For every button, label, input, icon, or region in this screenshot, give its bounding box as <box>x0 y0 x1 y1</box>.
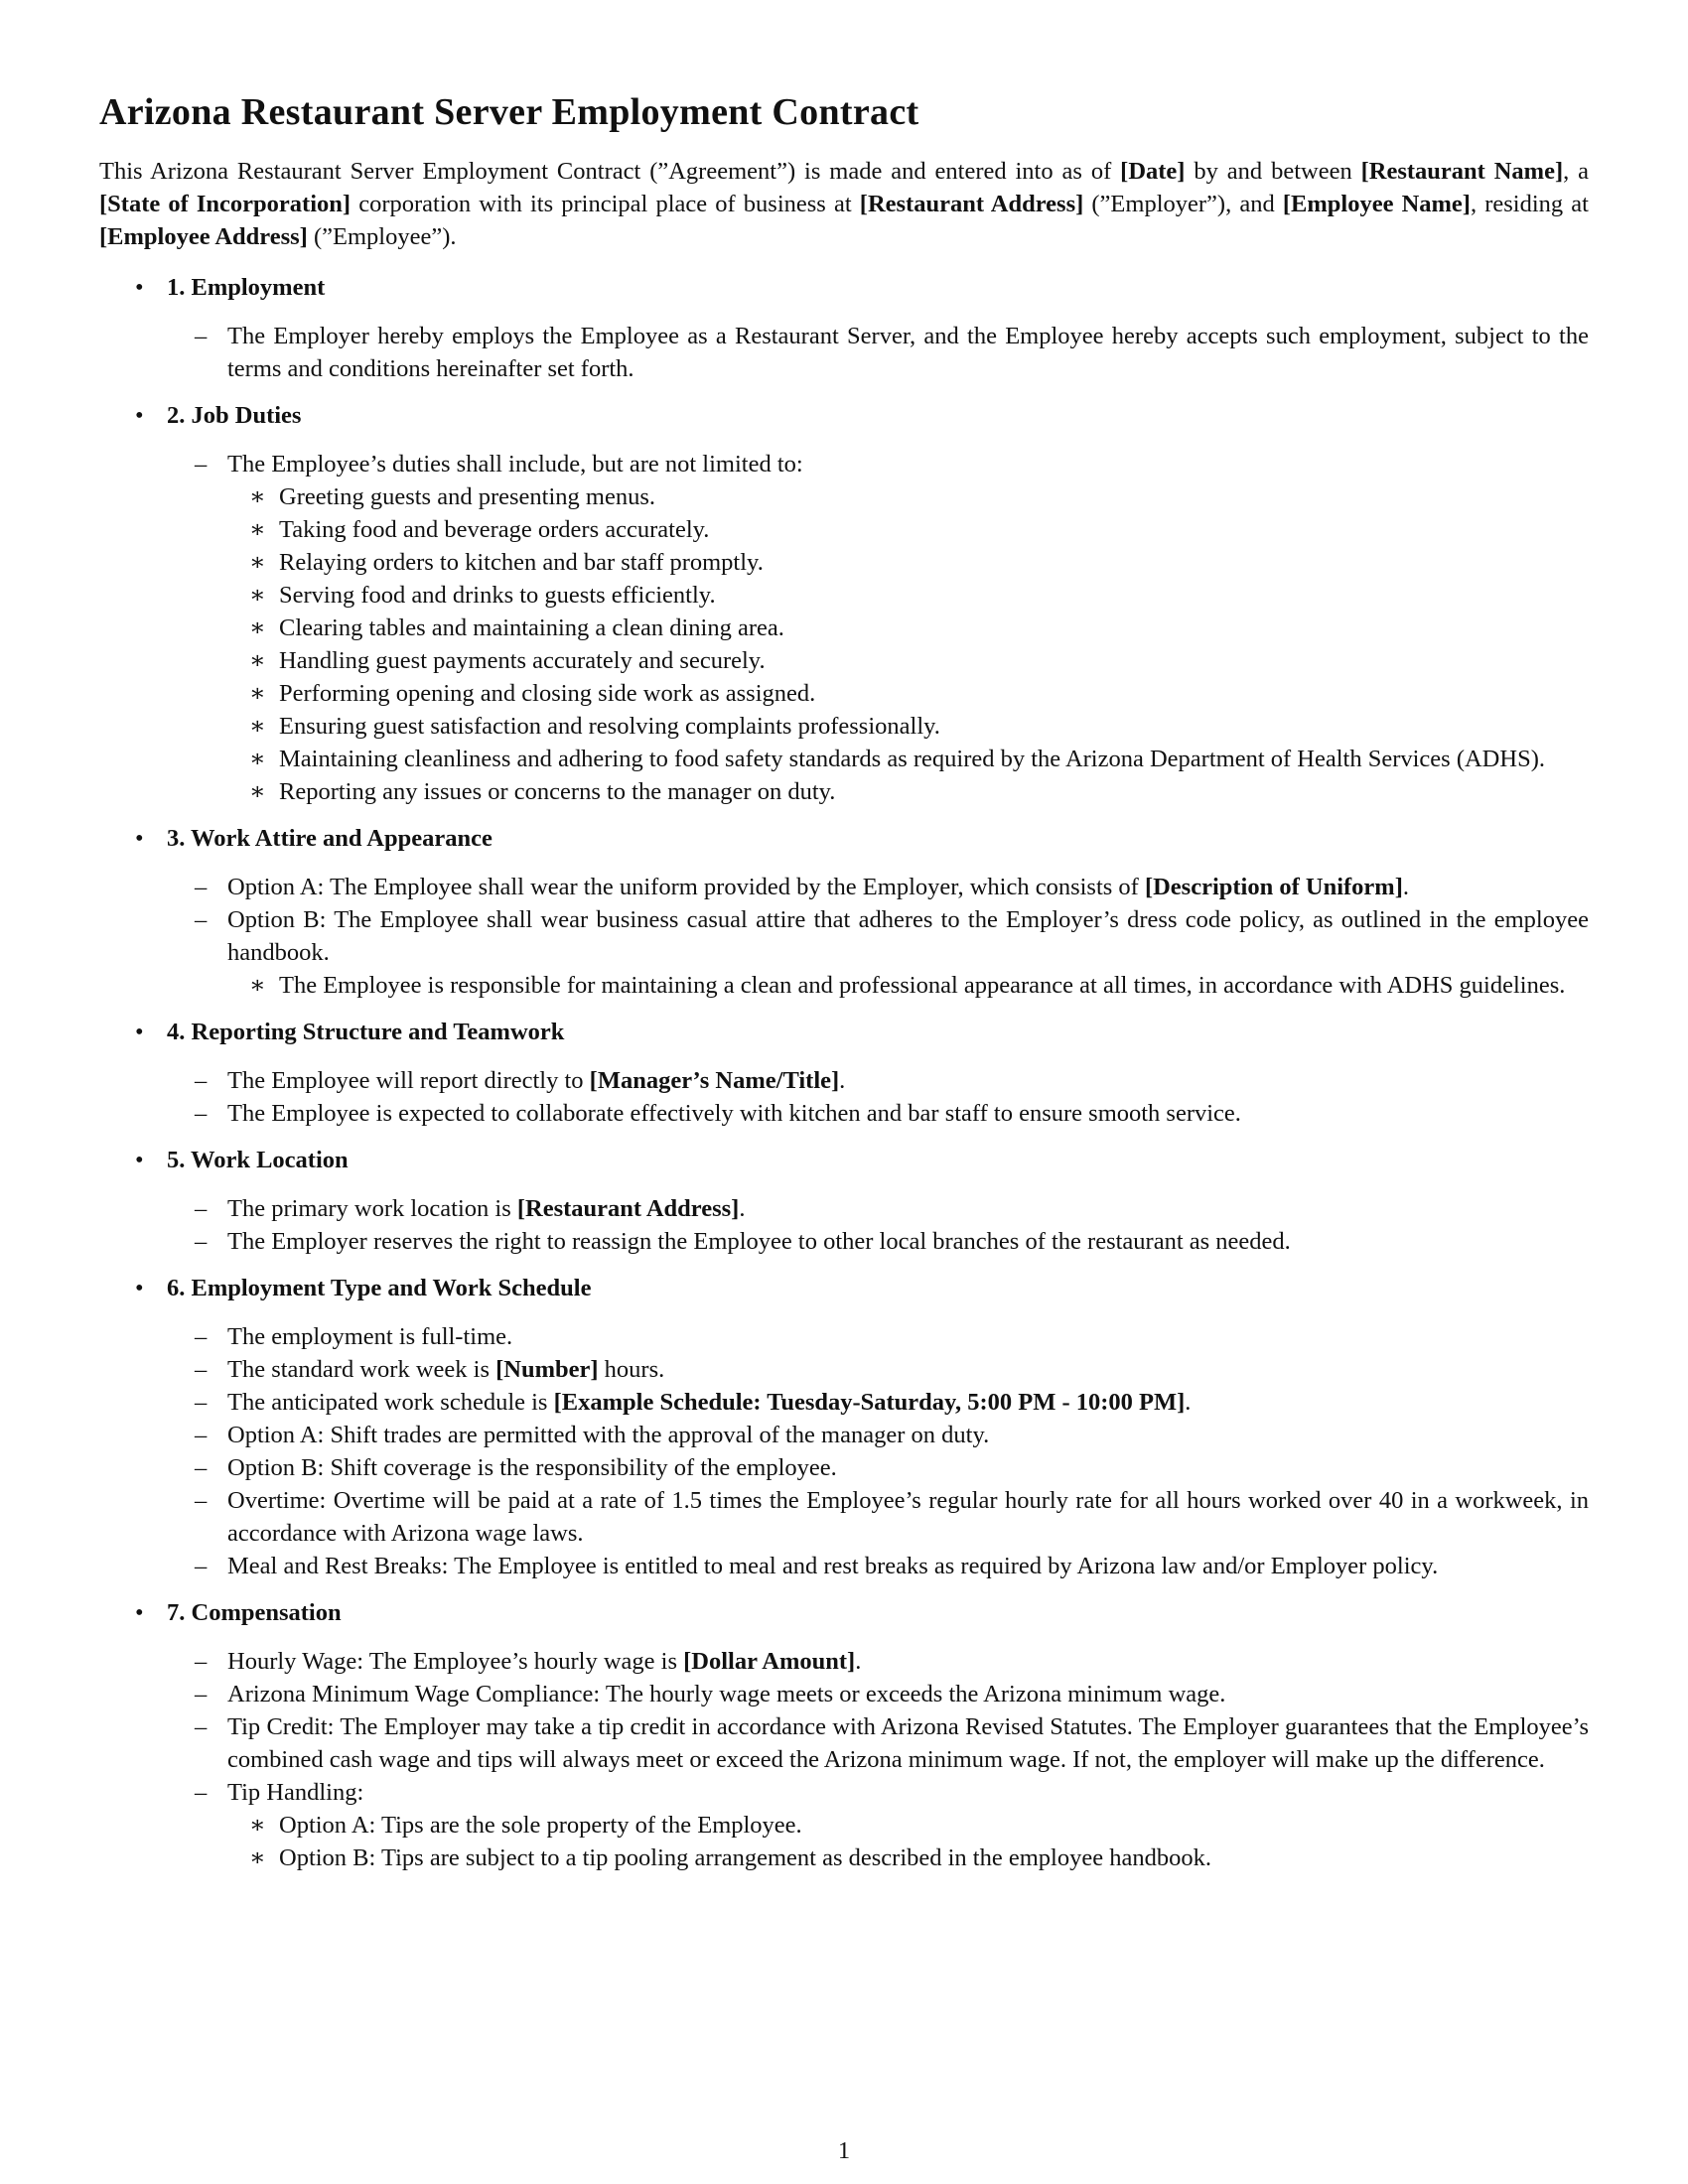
text-run: . <box>1402 874 1409 900</box>
section-item <box>99 1272 1589 1582</box>
text-run: The employment is full-time. <box>227 1323 513 1350</box>
sub-clause-text: Ensuring guest satisfaction and resolving complaints professionally. <box>279 713 940 740</box>
placeholder-field: [Example Schedule: Tuesday-Saturday, 5:00 PM - 10:00 PM] <box>553 1389 1186 1416</box>
sub-clause-text: Serving food and drinks to guests efficiently. <box>279 582 716 609</box>
sub-clause-item <box>227 677 1589 710</box>
text-run: . <box>839 1067 846 1094</box>
section-title: 2. Job Duties <box>167 402 302 429</box>
text-run: The anticipated work schedule is <box>227 1389 554 1416</box>
document-page <box>99 87 1589 1888</box>
text-run: The Employee’s duties shall include, but are not limited to: <box>227 451 803 478</box>
sub-clause-item <box>227 743 1589 775</box>
dash-marker: – <box>195 323 208 349</box>
star-marker: ∗ <box>249 680 266 707</box>
sub-clause-item <box>227 644 1589 677</box>
clause-list <box>167 871 1589 1002</box>
bullet-marker: • <box>135 274 144 301</box>
text-run: . <box>1185 1389 1192 1416</box>
text-run: by and between <box>1185 158 1361 185</box>
dash-marker: – <box>195 1681 208 1707</box>
dash-marker: – <box>195 1323 208 1350</box>
dash-marker: – <box>195 1648 208 1675</box>
placeholder-field: [Number] <box>495 1356 599 1383</box>
dash-marker: – <box>195 1195 208 1222</box>
text-run: corporation with its principal place of business at <box>351 191 860 217</box>
section-item <box>99 399 1589 808</box>
sub-clause-item <box>227 969 1589 1002</box>
dash-marker: – <box>195 1713 208 1740</box>
section-title: 7. Compensation <box>167 1599 342 1626</box>
clause-item <box>167 1097 1589 1130</box>
placeholder-field: [State of Incorporation] <box>99 191 352 217</box>
sub-clause-text: Option A: Tips are the sole property of the Employee. <box>279 1812 802 1839</box>
clause-item <box>167 903 1589 1002</box>
section-item <box>99 822 1589 1002</box>
text-run: The standard work week is <box>227 1356 496 1383</box>
text-run: Overtime: Overtime will be paid at a rate of 1.5 times the Employee’s regular hourly rate for all hours worked over 40 in a workweek, in accordance with Arizona wage laws. <box>227 1487 1589 1547</box>
text-run: hours. <box>598 1356 665 1383</box>
star-marker: ∗ <box>249 746 266 772</box>
section-item <box>99 271 1589 385</box>
placeholder-field: [Description of Uniform] <box>1144 874 1403 900</box>
text-run: . <box>855 1648 862 1675</box>
dash-marker: – <box>195 1067 208 1094</box>
clause-item <box>167 1064 1589 1097</box>
clause-item <box>167 320 1589 385</box>
text-run: (”Employer”), and <box>1083 191 1283 217</box>
clause-list <box>167 448 1589 808</box>
page-number: 1 <box>837 2137 851 2164</box>
text-run: The Employer hereby employs the Employee as a Restaurant Server, and the Employee hereby accepts such employment, subject to the terms and conditions hereinafter set forth. <box>227 323 1589 382</box>
dash-marker: – <box>195 906 208 933</box>
text-run: Arizona Minimum Wage Compliance: The hourly wage meets or exceeds the Arizona minimum wage. <box>227 1681 1226 1707</box>
clause-list <box>167 1064 1589 1130</box>
sub-clause-item <box>227 710 1589 743</box>
sub-clause-list <box>227 1809 1589 1874</box>
dash-marker: – <box>195 1779 208 1806</box>
clause-item <box>167 1678 1589 1710</box>
text-run: , a <box>1563 158 1590 185</box>
text-run: Hourly Wage: The Employee’s hourly wage is <box>227 1648 684 1675</box>
clause-item <box>167 1484 1589 1550</box>
clause-item <box>167 1225 1589 1258</box>
clause-item <box>167 1386 1589 1419</box>
bullet-marker: • <box>135 1275 144 1301</box>
sub-clause-text: Option B: Tips are subject to a tip pooling arrangement as described in the employee handbook. <box>279 1844 1211 1871</box>
star-marker: ∗ <box>249 614 266 641</box>
star-marker: ∗ <box>249 713 266 740</box>
sub-clause-item <box>227 1842 1589 1874</box>
star-marker: ∗ <box>249 778 266 805</box>
text-run: The Employee is expected to collaborate effectively with kitchen and bar staff to ensure smooth service. <box>227 1100 1241 1127</box>
placeholder-field: [Restaurant Address] <box>516 1195 740 1222</box>
sub-clause-item <box>227 1809 1589 1842</box>
clause-list <box>167 1320 1589 1582</box>
dash-marker: – <box>195 1389 208 1416</box>
placeholder-field: [Dollar Amount] <box>683 1648 856 1675</box>
placeholder-field: [Restaurant Address] <box>859 191 1084 217</box>
section-title: 6. Employment Type and Work Schedule <box>167 1275 592 1301</box>
sub-clause-text: Greeting guests and presenting menus. <box>279 483 655 510</box>
text-run: Tip Credit: The Employer may take a tip credit in accordance with Arizona Revised Statutes. The Employer guarantees that the Employee’s combined cash wage and tips will always meet or exceed the Arizona minimum wage. If not, the employer will make up the difference. <box>227 1713 1589 1773</box>
sub-clause-item <box>227 579 1589 612</box>
clause-item <box>167 871 1589 903</box>
intro-paragraph <box>99 155 1589 253</box>
document-title: Arizona Restaurant Server Employment Contract <box>99 91 919 133</box>
sub-clause-text: Relaying orders to kitchen and bar staff promptly. <box>279 549 764 576</box>
placeholder-field: [Employee Name] <box>1282 191 1471 217</box>
sub-clause-text: The Employee is responsible for maintaining a clean and professional appearance at all times, in accordance with ADHS guidelines. <box>279 972 1566 999</box>
placeholder-field: [Date] <box>1120 158 1186 185</box>
sub-clause-item <box>227 546 1589 579</box>
text-run: Option B: The Employee shall wear business casual attire that adheres to the Employer’s dress code policy, as outlined in the employee handbook. <box>227 906 1589 966</box>
placeholder-field: [Employee Address] <box>99 223 308 250</box>
star-marker: ∗ <box>249 483 266 510</box>
dash-marker: – <box>195 1553 208 1579</box>
clause-item <box>167 1320 1589 1353</box>
section-item <box>99 1016 1589 1130</box>
sub-clause-item <box>227 612 1589 644</box>
bullet-marker: • <box>135 1147 144 1173</box>
star-marker: ∗ <box>249 1844 266 1871</box>
clause-list <box>167 320 1589 385</box>
bullet-marker: • <box>135 1019 144 1045</box>
section-item <box>99 1144 1589 1258</box>
sub-clause-text: Handling guest payments accurately and securely. <box>279 647 766 674</box>
text-run: , residing at <box>1470 191 1589 217</box>
section-list <box>99 271 1589 1874</box>
clause-item <box>167 1710 1589 1776</box>
text-run: The Employee will report directly to <box>227 1067 590 1094</box>
clause-list <box>167 1645 1589 1874</box>
text-run: Option B: Shift coverage is the responsibility of the employee. <box>227 1454 837 1481</box>
sub-clause-text: Performing opening and closing side work as assigned. <box>279 680 816 707</box>
text-run: This Arizona Restaurant Server Employment Contract (”Agreement”) is made and entered into as of <box>99 158 1121 185</box>
text-run: The Employer reserves the right to reassign the Employee to other local branches of the restaurant as needed. <box>227 1228 1291 1255</box>
dash-marker: – <box>195 1454 208 1481</box>
section-title: 3. Work Attire and Appearance <box>167 825 492 852</box>
dash-marker: – <box>195 1228 208 1255</box>
text-run: (”Employee”). <box>307 223 457 250</box>
sub-clause-text: Taking food and beverage orders accurately. <box>279 516 710 543</box>
dash-marker: – <box>195 451 208 478</box>
clause-item <box>167 1645 1589 1678</box>
placeholder-field: [Restaurant Name] <box>1360 158 1564 185</box>
placeholder-field: [Manager’s Name/Title] <box>589 1067 840 1094</box>
section-title: 4. Reporting Structure and Teamwork <box>167 1019 565 1045</box>
sub-clause-text: Maintaining cleanliness and adhering to food safety standards as required by the Arizona Department of Health Services (ADHS). <box>279 746 1545 772</box>
star-marker: ∗ <box>249 972 266 999</box>
dash-marker: – <box>195 1487 208 1514</box>
star-marker: ∗ <box>249 647 266 674</box>
section-title: 5. Work Location <box>167 1147 349 1173</box>
star-marker: ∗ <box>249 582 266 609</box>
dash-marker: – <box>195 874 208 900</box>
bullet-marker: • <box>135 825 144 852</box>
sub-clause-list <box>227 969 1589 1002</box>
dash-marker: – <box>195 1422 208 1448</box>
text-run: Option A: The Employee shall wear the uniform provided by the Employer, which consists of <box>227 874 1145 900</box>
text-run: The primary work location is <box>227 1195 517 1222</box>
clause-item <box>167 1353 1589 1386</box>
sub-clause-text: Reporting any issues or concerns to the manager on duty. <box>279 778 836 805</box>
sub-clause-item <box>227 480 1589 513</box>
dash-marker: – <box>195 1100 208 1127</box>
text-run: Option A: Shift trades are permitted with the approval of the manager on duty. <box>227 1422 990 1448</box>
section-item <box>99 1596 1589 1874</box>
sub-clause-text: Clearing tables and maintaining a clean dining area. <box>279 614 784 641</box>
bullet-marker: • <box>135 402 144 429</box>
sub-clause-item <box>227 513 1589 546</box>
clause-list <box>167 1192 1589 1258</box>
clause-item <box>167 1419 1589 1451</box>
star-marker: ∗ <box>249 1812 266 1839</box>
clause-item <box>167 1550 1589 1582</box>
text-run: Tip Handling: <box>227 1779 364 1806</box>
clause-item <box>167 1451 1589 1484</box>
star-marker: ∗ <box>249 549 266 576</box>
section-title: 1. Employment <box>167 274 326 301</box>
sub-clause-item <box>227 775 1589 808</box>
bullet-marker: • <box>135 1599 144 1626</box>
star-marker: ∗ <box>249 516 266 543</box>
clause-item <box>167 448 1589 808</box>
clause-item <box>167 1776 1589 1874</box>
text-run: Meal and Rest Breaks: The Employee is entitled to meal and rest breaks as required by Arizona law and/or Employer policy. <box>227 1553 1439 1579</box>
clause-item <box>167 1192 1589 1225</box>
dash-marker: – <box>195 1356 208 1383</box>
sub-clause-list <box>227 480 1589 808</box>
text-run: . <box>739 1195 746 1222</box>
